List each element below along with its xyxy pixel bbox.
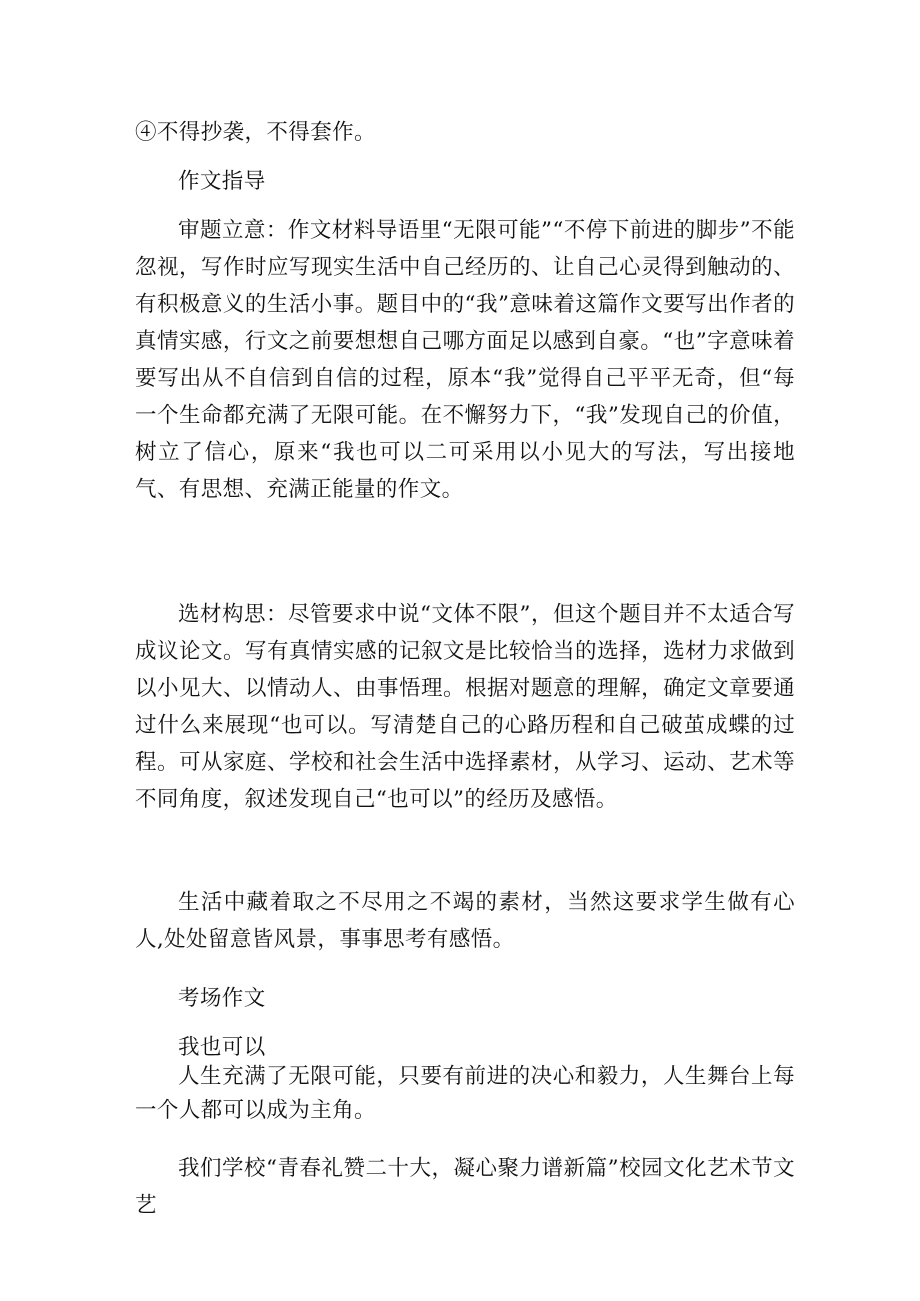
essay-title: 我也可以 [178,1035,266,1060]
essay-paragraph-1: 人生充满了无限可能，只要有前进的决心和毅力，人生舞台上每一个人都可以成为主角。 [135,1064,795,1123]
paragraph-topic-analysis: 审题立意：作文材料导语里“无限可能”“不停下前进的脚步”不能忽视，写作时应写现实生活中自己经历的、让自己心灵得到触动的、有积极意义的生活小事。题目中的“我”意味着这篇作文要写出作者的真情实感，行文之前要想想自己哪方面足以感到自豪。“也”字意味着要写出从不自信到自信的过程，原本“我”觉得自己平平无奇，但“每一个生命都充满了无限可能。在不懈努力下，“我”发现自己的价值，树立了信心，原来“我也可以二可采用以小见大的写法，写出接地气、有思想、充满正能量的作文。 [135,218,795,502]
section-heading-exam-essay: 考场作文 [178,986,266,1011]
requirement-item-4: ④不得抄袭，不得套作。 [135,120,376,145]
section-heading-guidance: 作文指导 [178,169,266,194]
paragraph-life-material: 生活中藏着取之不尽用之不竭的素材，当然这要求学生做有心人,处处留意皆风景，事事思考有感悟。 [135,890,795,952]
essay-paragraph-2: 我们学校“青春礼赞二十大，凝心聚力谱新篇”校园文化艺术节文艺 [135,1156,795,1218]
paragraph-material-selection: 选材构思：尽管要求中说“文体不限”，但这个题目并不太适合写成议论文。写有真情实感的记叙文是比较恰当的选择，选材力求做到以小见大、以情动人、由事悟理。根据对题意的理解，确定文章要通过什么来展现“也可以。写清楚自己的心路历程和自己破茧成蝶的过程。可从家庭、学校和社会生活中选择素材，从学习、运动、艺术等不同角度，叙述发现自己“也可以”的经历及感悟。 [135,602,795,812]
